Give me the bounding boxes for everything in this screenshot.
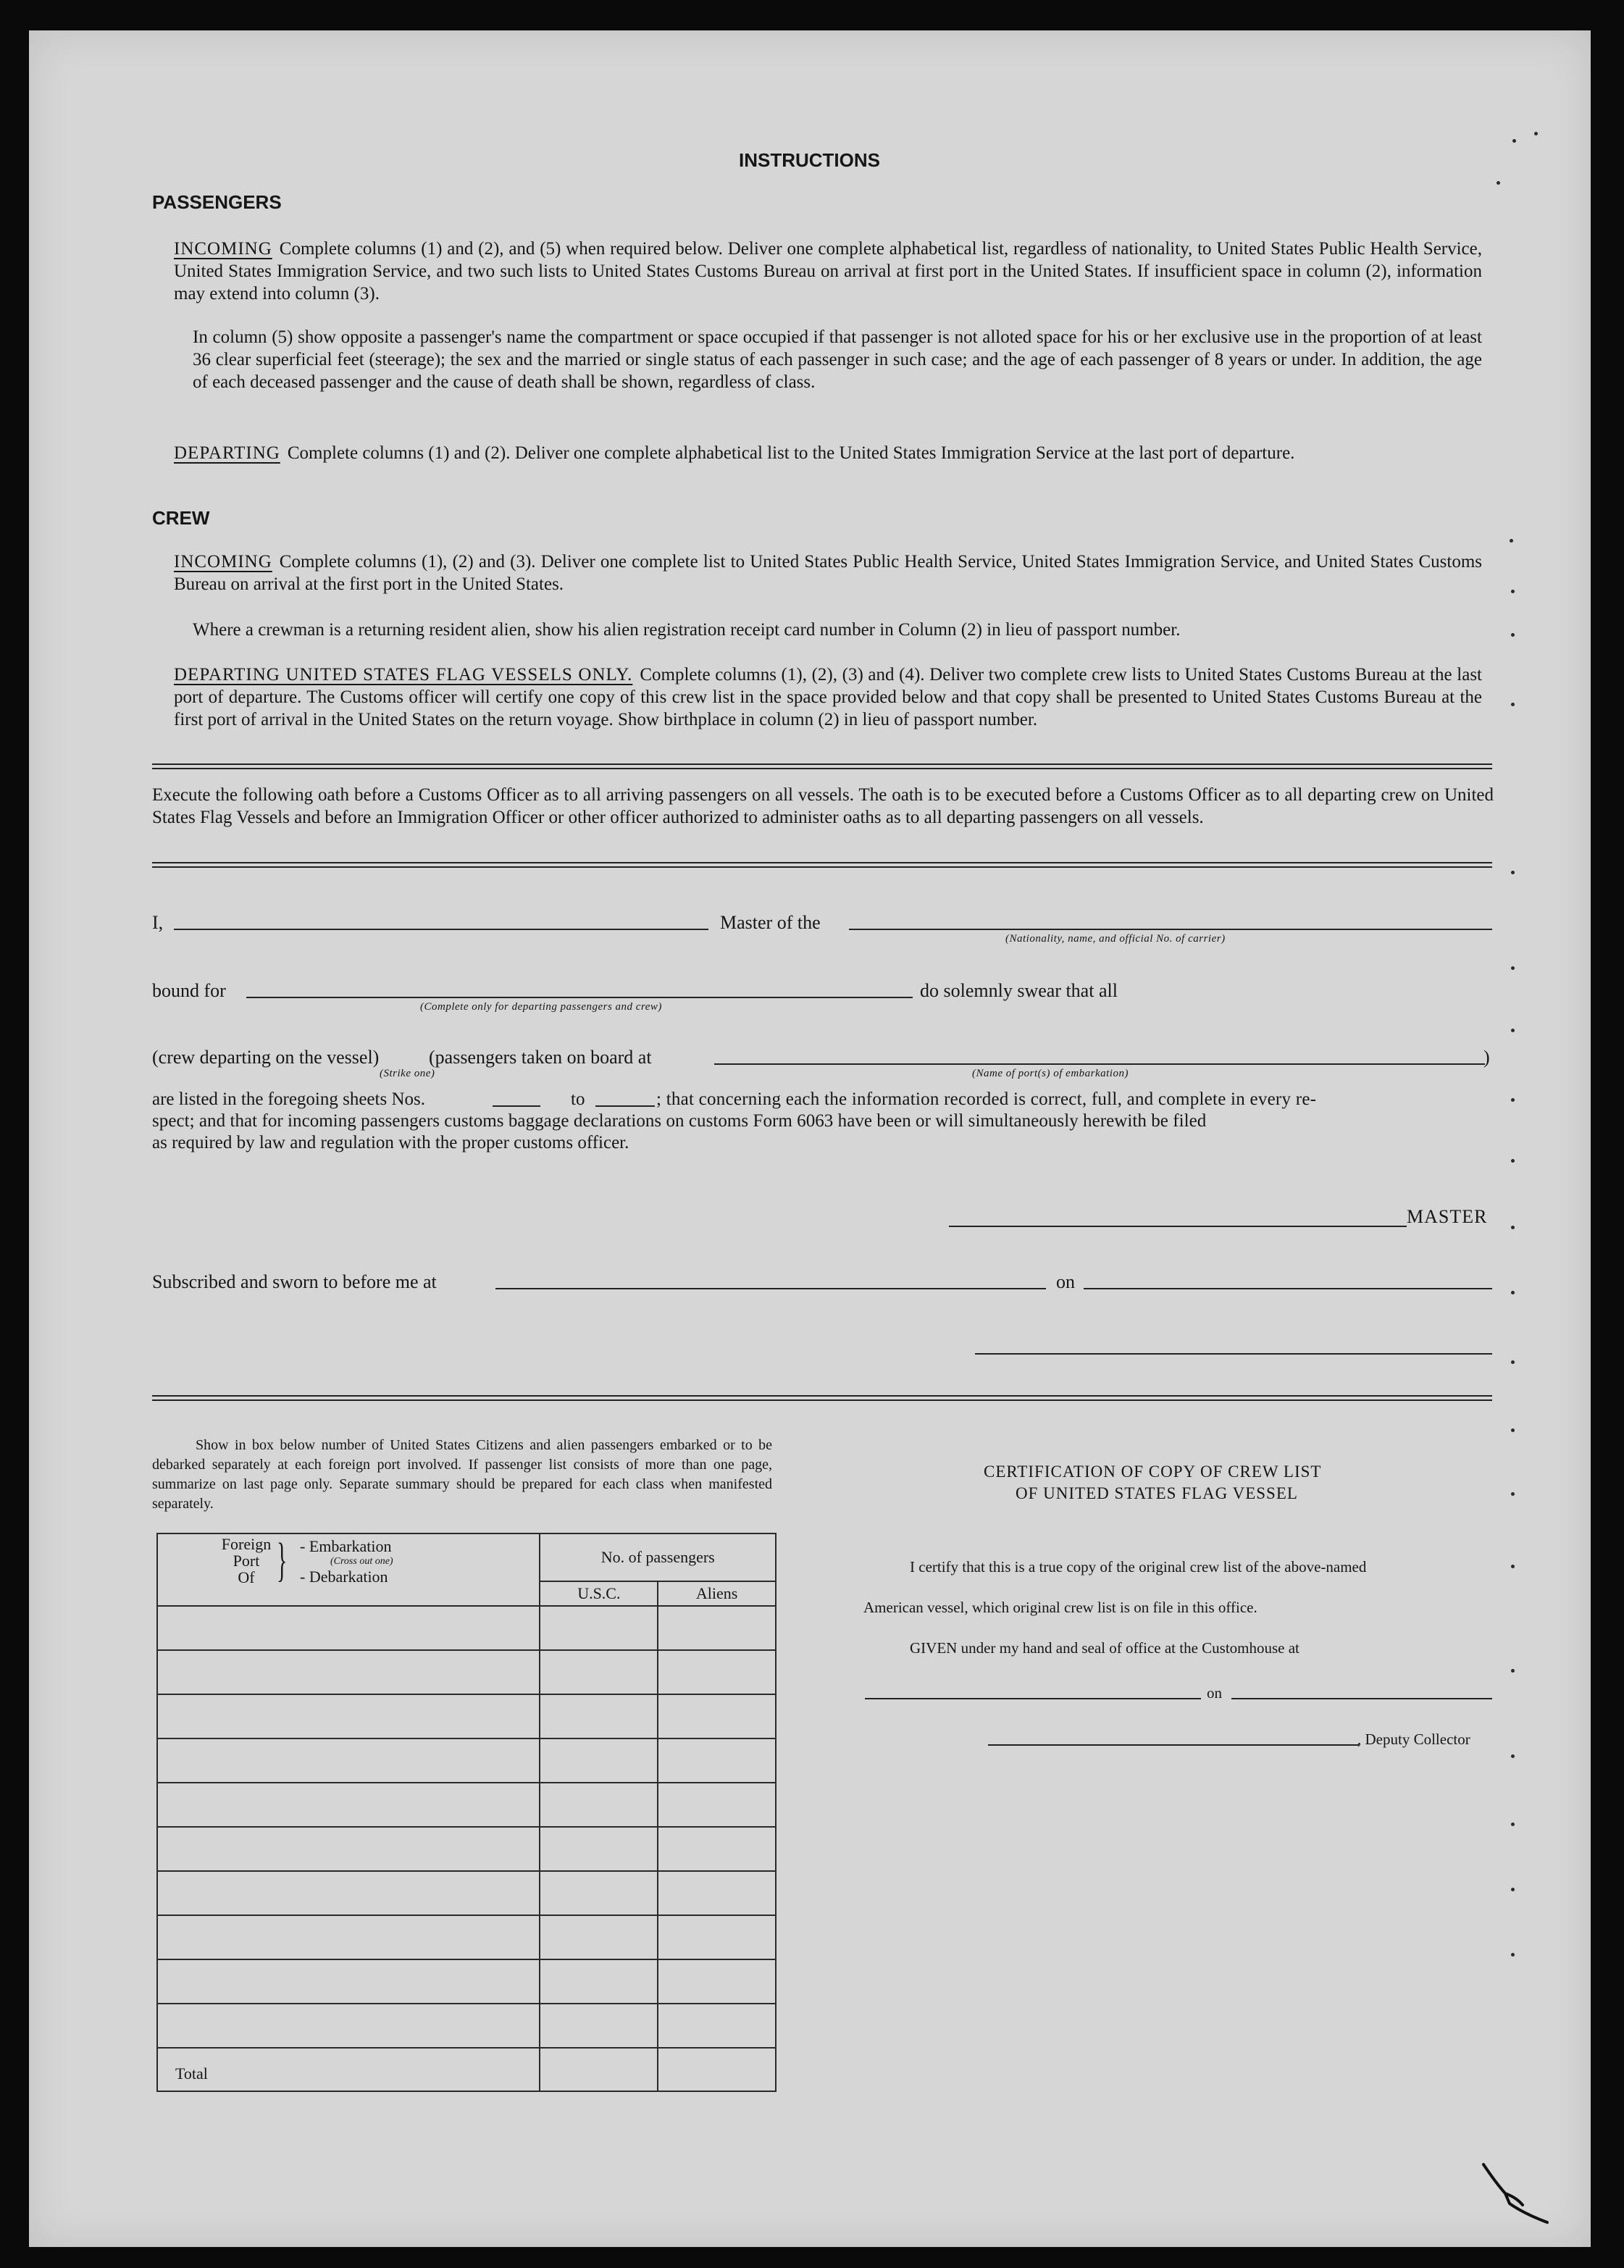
usc-cell[interactable] [540,1959,658,2004]
deputy-collector-label: , Deputy Collector [1357,1731,1470,1748]
usc-cell[interactable] [540,2004,658,2048]
certification-line-1: I certify that this is a true copy of the original crew list of the above-named [910,1558,1367,1576]
aliens-cell[interactable] [658,1827,776,1871]
usc-header: U.S.C. [540,1581,658,1606]
usc-cell[interactable] [540,1827,658,1871]
scan-speck [1511,1754,1515,1758]
certification-line-3: GIVEN under my hand and seal of office at the Customhouse at [910,1639,1299,1657]
scan-speck [1511,1360,1515,1364]
scan-speck [1511,966,1515,970]
port-cell[interactable] [157,1738,540,1783]
passengers-heading: PASSENGERS [152,191,282,213]
scan-speck [1511,1823,1515,1826]
oath-i-label: I, [152,912,164,933]
officer-signature-field[interactable] [975,1353,1492,1355]
port-header-cell [157,1533,540,1606]
port-cell[interactable] [157,1650,540,1694]
aliens-cell[interactable] [658,1783,776,1827]
passengers-incoming-paragraph [174,238,1482,305]
scan-speck [1511,1428,1515,1432]
sworn-place-field[interactable] [495,1288,1046,1289]
port-cell[interactable] [157,1606,540,1650]
master-of-the-label: Master of the [720,912,821,933]
subscribed-label: Subscribed and sworn to before me at [152,1271,437,1292]
port-cell[interactable] [157,1959,540,2004]
aliens-cell[interactable] [658,1871,776,1915]
port-cell[interactable] [157,1783,540,1827]
aliens-cell[interactable] [658,1694,776,1738]
crew-departing-option[interactable]: (crew departing on the vessel) [152,1047,380,1068]
certification-line-2: American vessel, which original crew list is on file in this office. [863,1599,1257,1616]
crew-incoming-text: Complete columns (1), (2) and (3). Deliver one complete list to United States Public Health Service, United States Immigration Service, and United States Customs Bureau on arrival at the first port in the United States. [174,552,1482,594]
crew-departing-text: Complete columns (1), (2), (3) and (4). Deliver two complete crew lists to United States Customs Bureau at the last port of departure. The Customs officer will certify one copy of this crew list in the space provided below and that copy shall be presented to United States Customs Bureau at the first port of arrival in the United States on the return voyage. Show birthplace in column (2) in lieu of passport number. [174,665,1482,729]
passenger-summary-table [156,1533,777,2092]
check-mark-icon [1481,2160,1550,2225]
port-cell[interactable] [157,1871,540,1915]
master-signature-field[interactable] [949,1226,1407,1227]
scan-speck [1511,1888,1515,1891]
oath-line-3: as required by law and regulation with the proper customs officer. [152,1133,629,1152]
crew-incoming-paragraph [174,551,1482,595]
certification-title-2: OF UNITED STATES FLAG VESSEL [1016,1484,1298,1502]
scan-speck [1511,1953,1515,1957]
scan-speck [1511,1565,1515,1568]
usc-cell[interactable] [540,1650,658,1694]
port-label: Port [233,1552,260,1570]
scan-speck [1512,139,1516,143]
embarkation-ports-field[interactable] [714,1063,1485,1065]
section-divider [152,862,1492,868]
crew-departing-label: DEPARTING UNITED STATES FLAG VESSELS ONLY. [174,665,633,685]
document-sheet [29,30,1591,2247]
usc-cell[interactable] [540,1871,658,1915]
usc-cell[interactable] [540,1783,658,1827]
certification-on-word: on [1207,1684,1222,1702]
deputy-collector-signature-field[interactable] [988,1744,1359,1746]
bound-for-field[interactable] [246,997,913,998]
sheet-from-field[interactable] [493,1105,540,1107]
num-passengers-header: No. of passengers [540,1533,776,1581]
master-name-field[interactable] [174,929,708,930]
total-aliens-cell[interactable] [658,2048,776,2091]
aliens-cell[interactable] [658,1915,776,1959]
sworn-on-word: on [1056,1271,1075,1292]
passengers-departing-label: DEPARTING [174,443,280,463]
usc-cell[interactable] [540,1738,658,1783]
sworn-date-field[interactable] [1084,1288,1492,1289]
sheets-suffix: ; that concerning each the information recorded is correct, full, and complete in every re- [656,1089,1317,1109]
strike-one-caption: (Strike one) [380,1068,435,1079]
scan-speck [1511,1226,1515,1229]
scan-speck [1510,539,1513,543]
aliens-cell[interactable] [658,2004,776,2048]
usc-cell[interactable] [540,1606,658,1650]
total-usc-cell[interactable] [540,2048,658,2091]
bound-for-label: bound for [152,980,226,1001]
to-word: to [571,1089,585,1109]
aliens-header: Aliens [658,1581,776,1606]
passengers-column5-paragraph: In column (5) show opposite a passenger's name the compartment or space occupied if that passenger is not alloted space for his or her exclusive use in the proportion of at least 36 clear superficial feet (steerage); the sex and the married or single status of each passenger in such case; and the age of each passenger of 8 years or under. In addition, the age of each deceased passenger and the cause of death shall be shown, regardless of class. [193,327,1482,392]
scan-speck [1511,1098,1515,1102]
oath-instruction-paragraph: Execute the following oath before a Customs Officer as to all arriving passengers on all vessels. The oath is to be executed before a Customs Officer as to all departing crew on United States Flag Vessels and before an Immigration Officer or other officer authorized to administer oaths as to all departing passengers on all vessels. [152,785,1494,827]
section-divider [152,763,1492,769]
scan-speck [1511,703,1515,706]
crew-heading: CREW [152,507,210,529]
scan-speck [1511,1291,1515,1294]
scan-speck [1511,590,1515,593]
crew-departing-paragraph [174,664,1482,731]
close-paren: ) [1483,1047,1490,1068]
page-title: INSTRUCTIONS [739,149,880,171]
sheet-to-field[interactable] [595,1105,655,1107]
port-cell[interactable] [157,1827,540,1871]
passengers-taken-option[interactable]: (passengers taken on board at [429,1047,652,1068]
bound-for-caption: (Complete only for departing passengers and crew) [420,1001,662,1013]
master-label: MASTER [1407,1206,1488,1227]
brace-icon: } [277,1533,288,1586]
port-cell[interactable] [157,1694,540,1738]
ports-caption: (Name of port(s) of embarkation) [972,1068,1129,1079]
scan-speck [1534,132,1538,135]
passengers-incoming-label: INCOMING [174,239,272,259]
scan-speck [1511,1029,1515,1032]
aliens-cell[interactable] [658,1606,776,1650]
scan-speck [1511,633,1515,637]
section-divider [152,1395,1492,1401]
port-cell[interactable] [157,1915,540,1959]
crew-resident-paragraph: Where a crewman is a returning resident alien, show his alien registration receipt card number in Column (2) in lieu of passport number. [193,620,1181,640]
passengers-incoming-text: Complete columns (1) and (2), and (5) when required below. Deliver one complete alphabetical list, regardless of nationality, to United States Public Health Service, United States Immigration Service, and two such lists to United States Customs Bureau on arrival at first port in the United States. If insufficient space in column (2), information may extend into column (3). [174,239,1482,304]
swear-text: do solemnly swear that all [920,980,1118,1001]
summary-instruction: Show in box below number of United States Citizens and alien passengers embarked or to be debarked separately at each foreign port involved. If passenger list consists of more than one page, summarize on last page only. Separate summary should be prepared for each class when manifested separately. [152,1437,772,1512]
total-label: Total [157,2048,540,2091]
carrier-caption: (Nationality, name, and official No. of carrier) [1005,933,1226,945]
of-label: Of [238,1568,255,1586]
certification-date-field[interactable] [1231,1698,1492,1699]
scan-speck [1511,1492,1515,1496]
aliens-cell[interactable] [658,1959,776,2004]
aliens-cell[interactable] [658,1650,776,1694]
debarkation-option[interactable]: - Debarkation [300,1568,388,1586]
aliens-cell[interactable] [658,1738,776,1783]
scan-speck [1511,1669,1515,1673]
scan-speck [1511,871,1515,874]
passengers-departing-text: Complete columns (1) and (2). Deliver one complete alphabetical list to the United States Immigration Service at the last port of departure. [287,443,1295,463]
foreign-label: Foreign [221,1535,272,1553]
crew-incoming-label: INCOMING [174,552,272,572]
sheets-prefix: are listed in the foregoing sheets Nos. [152,1089,425,1109]
cross-out-caption: (Cross out one) [330,1556,393,1567]
customhouse-place-field[interactable] [865,1698,1201,1699]
usc-cell[interactable] [540,1915,658,1959]
scan-speck [1497,181,1500,185]
carrier-field[interactable] [849,929,1492,930]
port-cell[interactable] [157,2004,540,2048]
certification-title-1: CERTIFICATION OF COPY OF CREW LIST [984,1463,1322,1481]
embarkation-option[interactable]: - Embarkation [300,1537,392,1555]
usc-cell[interactable] [540,1694,658,1738]
passengers-departing-paragraph [174,442,1482,464]
scan-speck [1511,1159,1515,1163]
oath-line-2: spect; and that for incoming passengers customs baggage declarations on customs Form 6063 have been or will simultaneously herewith be filed [152,1111,1207,1131]
